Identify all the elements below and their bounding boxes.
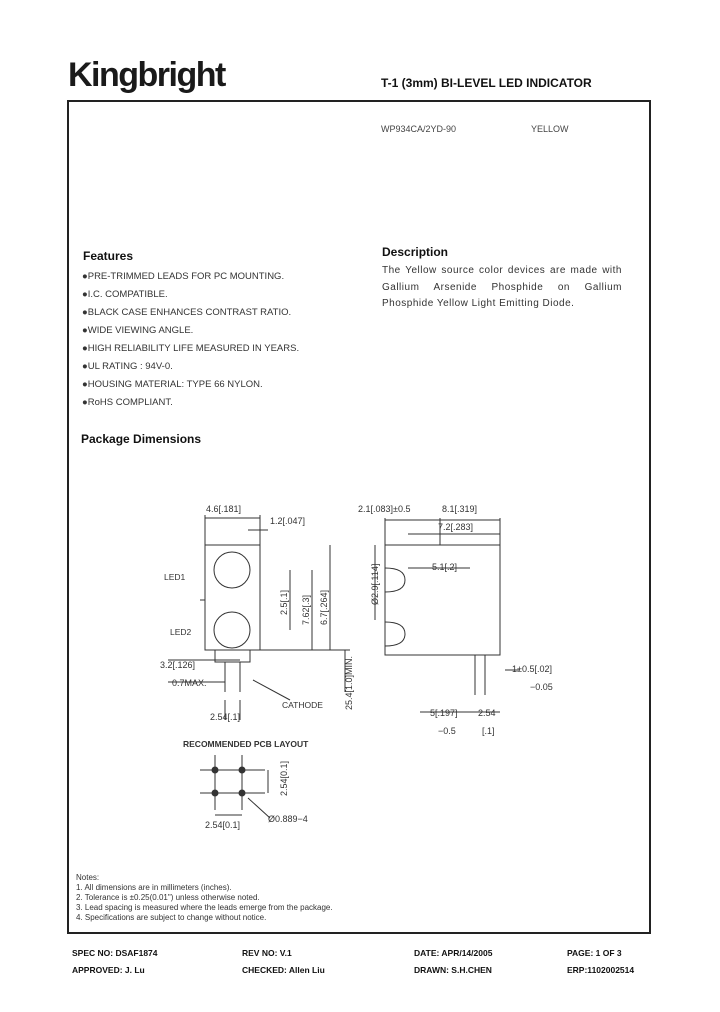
- erp-number: ERP:1102002514: [567, 965, 635, 975]
- led2-lens: [214, 612, 250, 648]
- list-item: ●WIDE VIEWING ANGLE.: [82, 325, 194, 336]
- drawn-by: DRAWN: S.H.CHEN: [414, 965, 492, 975]
- pcb-vertical-dim: 2.54[0.1]: [279, 760, 289, 796]
- part-number: WP934CA/2YD-90: [381, 124, 457, 134]
- spec-number: SPEC NO: DSAF1874: [72, 948, 158, 958]
- note-line: 4. Specifications are subject to change without notice.: [76, 913, 267, 922]
- list-item: ●UL RATING : 94V-0.: [82, 361, 173, 372]
- dim-side-body: 7.2[.283]: [438, 522, 474, 532]
- brand-logo: Kingbright: [68, 56, 225, 94]
- dim-lens-depth: 5.1[.2]: [432, 562, 458, 572]
- description-heading: Description: [382, 245, 449, 259]
- dim-led-pitch: 7.62[.3]: [301, 594, 311, 625]
- pcb-layout-title: RECOMMENDED PCB LAYOUT: [183, 739, 309, 749]
- document-title: T-1 (3mm) BI-LEVEL LED INDICATOR: [381, 76, 592, 90]
- pcb-hole-dim: Ø0.889−4: [268, 814, 308, 824]
- list-item: ●HIGH RELIABILITY LIFE MEASURED IN YEARS.: [82, 343, 300, 354]
- features-heading: Features: [83, 249, 134, 263]
- note-line: 1. All dimensions are in millimeters (inches).: [76, 883, 232, 892]
- document-date: DATE: APR/14/2005: [414, 948, 493, 958]
- approved-by: APPROVED: J. Lu: [72, 965, 145, 975]
- note-line: 3. Lead spacing is measured where the leads emerge from the package.: [76, 903, 333, 912]
- dim-lead-spacing: 2.54[.1]: [210, 712, 241, 722]
- checked-by: CHECKED: Allen Liu: [242, 965, 325, 975]
- dim-side-depth: 8.1[.319]: [442, 504, 478, 514]
- led2-label: LED2: [170, 627, 192, 637]
- dim-lens-diameter: Ø2.9[.114]: [370, 563, 380, 605]
- list-item: ●RoHS COMPLIANT.: [82, 397, 173, 408]
- dim-lead-max: 0.7MAX.: [172, 678, 207, 688]
- dim-side-offset: 2.1[.083]±0.5: [358, 504, 411, 514]
- dim-side-inch: [.1]: [482, 726, 495, 736]
- front-body-outline: [205, 545, 260, 650]
- package-dimensions-heading: Package Dimensions: [81, 432, 202, 446]
- part-color: YELLOW: [531, 124, 569, 134]
- revision-number: REV NO: V.1: [242, 948, 292, 958]
- dim-front-top: 1.2[.047]: [270, 516, 306, 526]
- dim-side-lead-pitch: 2.54: [478, 708, 496, 718]
- dim-lead-tolerance: −0.05: [530, 682, 553, 692]
- dim-side-tolerance: −0.5: [438, 726, 456, 736]
- dim-lead-width: 1±0.5[.02]: [512, 664, 552, 674]
- notes-title: Notes:: [76, 873, 100, 882]
- dim-front-height: 6.7[.264]: [319, 589, 329, 625]
- dim-side-lead-offset: 5[.197]: [430, 708, 458, 718]
- note-line: 2. Tolerance is ±0.25(0.01") unless otherwise noted.: [76, 893, 260, 902]
- led1-label: LED1: [164, 572, 186, 582]
- dim-led-spacing: 2.5[.1]: [279, 589, 289, 615]
- dim-lead-length: 25.4[1.0]MIN.: [344, 655, 354, 710]
- description-text: The Yellow source color devices are made with Gallium Arsenide Phosphide on Gallium Phosphide Yellow Light Emitting Diode.: [382, 265, 622, 309]
- list-item: ●I.C. COMPATIBLE.: [82, 289, 168, 300]
- page-number: PAGE: 1 OF 3: [567, 948, 622, 958]
- notes-block: [76, 873, 333, 923]
- dim-front-width: 4.6[.181]: [206, 504, 242, 514]
- dim-base-height: 3.2[.126]: [160, 660, 196, 670]
- cathode-label: CATHODE: [282, 700, 323, 710]
- led1-lens: [214, 552, 250, 588]
- list-item: ●PRE-TRIMMED LEADS FOR PC MOUNTING.: [82, 271, 285, 282]
- pcb-horizontal-dim: 2.54[0.1]: [205, 820, 241, 830]
- list-item: ●HOUSING MATERIAL: TYPE 66 NYLON.: [82, 379, 263, 390]
- list-item: ●BLACK CASE ENHANCES CONTRAST RATIO.: [82, 307, 292, 318]
